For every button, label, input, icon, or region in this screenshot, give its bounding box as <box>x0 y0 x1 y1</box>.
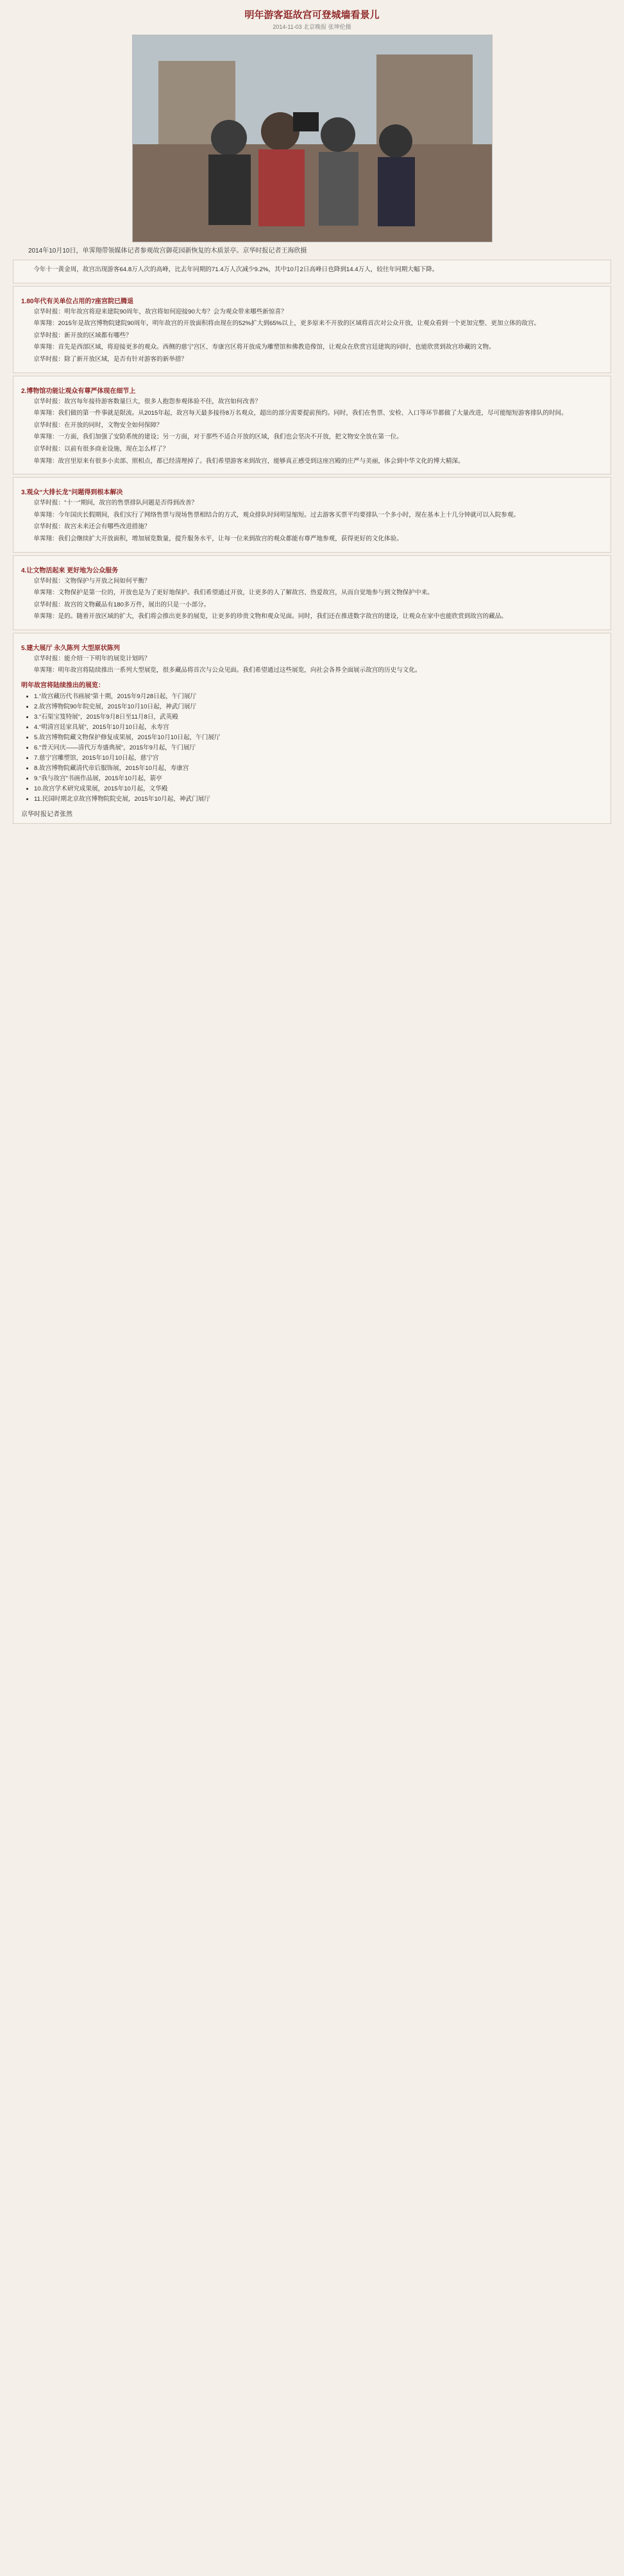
exhibition-list <box>34 692 603 805</box>
section-heading: 2.博物馆功能让观众有尊严体现在细节上 <box>21 387 136 395</box>
paragraph: 京华时报：除了新开放区域，是否有针对游客的新举措？ <box>33 355 188 363</box>
paragraph: 单霁翔：首先是西部区域，将迎接更多的观众。西侧的慈宁宫区、寿康宫区将开放成为雕塑馆和佛教造像馆，让观众在欣赏宫廷建筑的同时，也能欣赏到故宫珍藏的文物。 <box>33 344 495 351</box>
article-meta: 2014-11-03 北京晚报 张坤伦摄 <box>273 24 351 30</box>
list-item: • 4.“明清宫廷家具展”，2015年10月10日起，永寿宫 <box>34 723 603 733</box>
paragraph: 京华时报：文物保护与开放之间如何平衡？ <box>33 577 151 585</box>
list-item: • 10.故宫学术研究成果展，2015年10月起，文华殿 <box>34 784 603 794</box>
article-page <box>13 0 611 824</box>
list-item: • 5.故宫博物院藏文物保护修复成果展，2015年10月10日起，午门展厅 <box>34 733 603 743</box>
list-item: • 9.“我与故宫”书画作品展，2015年10月起，箭亭 <box>34 774 603 784</box>
list-item: • 6.“普天同庆——清代万寿盛典展”，2015年9月起，午门展厅 <box>34 743 603 753</box>
paragraph: 单霁翔：文物保护是第一位的，开放也是为了更好地保护。我们希望通过开放，让更多的人了解故宫、热爱故宫，从而自觉地参与到文物保护中来。 <box>33 589 434 597</box>
article-title: 明年游客逛故宫可登城墙看景儿 <box>244 10 380 21</box>
list-item: • 3.“石渠宝笈特展”，2015年9月8日至11月8日，武英殿 <box>34 712 603 723</box>
intro-block <box>13 260 611 283</box>
signature: 京华时报记者张然 <box>21 811 72 819</box>
paragraph: 单霁翔：2015年是故宫博物院建院90周年，明年故宫的开放面积将由现在的52%扩大到65%以上，更多原来不开放的区域将首次对公众开放，让观众看到一个更加完整、更加立体的故宫。 <box>33 320 541 328</box>
paragraph: 京华时报：在开放的同时，文物安全如何保障？ <box>33 421 163 429</box>
list-item: • 1.“故宫藏历代书画展”第十期，2015年9月28日起，午门展厅 <box>34 692 603 702</box>
list-item: • 2.故宫博物院90年院史展，2015年10月10日起，神武门展厅 <box>34 702 603 712</box>
list-item: • 8.故宫博物院藏清代帝后服饰展，2015年10月起，寿康宫 <box>34 764 603 774</box>
paragraph: 京华时报：明年故宫将迎来建院90周年，故宫将如何迎接90大寿？会为观众带来哪些新惊喜？ <box>33 308 287 315</box>
list-item: • 7.慈宁宫雕塑馆，2015年10月10日起，慈宁宫 <box>34 753 603 764</box>
paragraph: 京华时报：以前有很多商业设施，现在怎么样了？ <box>33 445 169 453</box>
section-block <box>13 555 611 630</box>
paragraph: 单霁翔：今年国庆长假期间，我们实行了网络售票与现场售票相结合的方式，观众排队时间明显缩短。过去游客买票平均要排队一个多小时，现在基本上十几分钟就可以入院参观。 <box>33 511 520 519</box>
photo-caption: 2014年10月10日，单霁翔带领媒体记者参观故宫御花园新恢复的木质景亭。京华时报记者王海欣摄 <box>28 247 307 255</box>
paragraph: 京华时报：故宫每年接待游客数量巨大，很多人抱怨参观体验不佳，故宫如何改善？ <box>33 397 262 405</box>
section-heading: 3.观众“大排长龙”问题得到根本解决 <box>21 489 123 497</box>
paragraph: 单霁翔：一方面，我们加强了安防系统的建设；另一方面，对于那些不适合开放的区域，我们也会坚决不开放，把文物安全放在第一位。 <box>33 433 403 441</box>
section-block <box>13 376 611 475</box>
paragraph: 京华时报：故宫的文物藏品有180多万件，展出的只是一小部分。 <box>33 601 210 608</box>
section-block <box>13 477 611 552</box>
paragraph: 单霁翔：明年故宫将陆续推出一系列大型展览，很多藏品将首次与公众见面。我们希望通过这些展览，向社会各界全面展示故宫的历史与文化。 <box>33 667 421 674</box>
paragraph: 单霁翔：我们做的第一件事就是限流。从2015年起，故宫每天最多接待8万名观众，超出的部分需要提前预约。同时，我们在售票、安检、入口等环节都做了大量改进，尽可能缩短游客排队的时间。 <box>33 410 568 417</box>
news-photo <box>132 35 493 242</box>
section-heading: 5.建大展厅 永久陈列 大型原状陈列 <box>21 644 120 652</box>
paragraph: 京华时报：故宫未来还会有哪些改进措施？ <box>33 523 151 531</box>
exhibition-list-heading: 明年故宫将陆续推出的展览： <box>21 682 105 690</box>
paragraph: 京华时报：“十一”期间，故宫的售票排队问题是否得到改善？ <box>33 499 198 507</box>
paragraph: 单霁翔：我们会继续扩大开放面积，增加展览数量，提升服务水平，让每一位来到故宫的观众都能有尊严地参观，获得更好的文化体验。 <box>33 535 403 542</box>
section-block <box>13 633 611 824</box>
intro-paragraph: 今年十一黄金周，故宫出现游客64.8万人次的高峰，比去年同期的71.4万人次减少9.2%，其中10月2日高峰日也降到14.4万人，较往年同期大幅下降。 <box>33 266 439 273</box>
photo-illustration <box>133 35 492 242</box>
paragraph: 京华时报：能介绍一下明年的展览计划吗？ <box>33 655 151 662</box>
section-heading: 4.让文物活起来 更好地为公众服务 <box>21 567 119 574</box>
section-heading: 1.80年代有关单位占用的7座宫院已腾退 <box>21 297 134 305</box>
paragraph: 京华时报：新开放的区域都有哪些？ <box>33 331 132 339</box>
section-block <box>13 286 611 373</box>
paragraph: 单霁翔：故宫里原来有很多小卖部、照相点，都已经清理掉了。我们希望游客来到故宫，能够真正感受到这座宫殿的庄严与美丽，体会到中华文化的博大精深。 <box>33 457 464 465</box>
list-item: • 11.民国时期北京故宫博物院院史展，2015年10月起，神武门展厅 <box>34 794 603 805</box>
paragraph: 单霁翔：是的。随着开放区域的扩大，我们将会推出更多的展览，让更多的珍贵文物和观众见面。同时，我们还在推进数字故宫的建设，让观众在家中也能欣赏到故宫的藏品。 <box>33 613 507 621</box>
